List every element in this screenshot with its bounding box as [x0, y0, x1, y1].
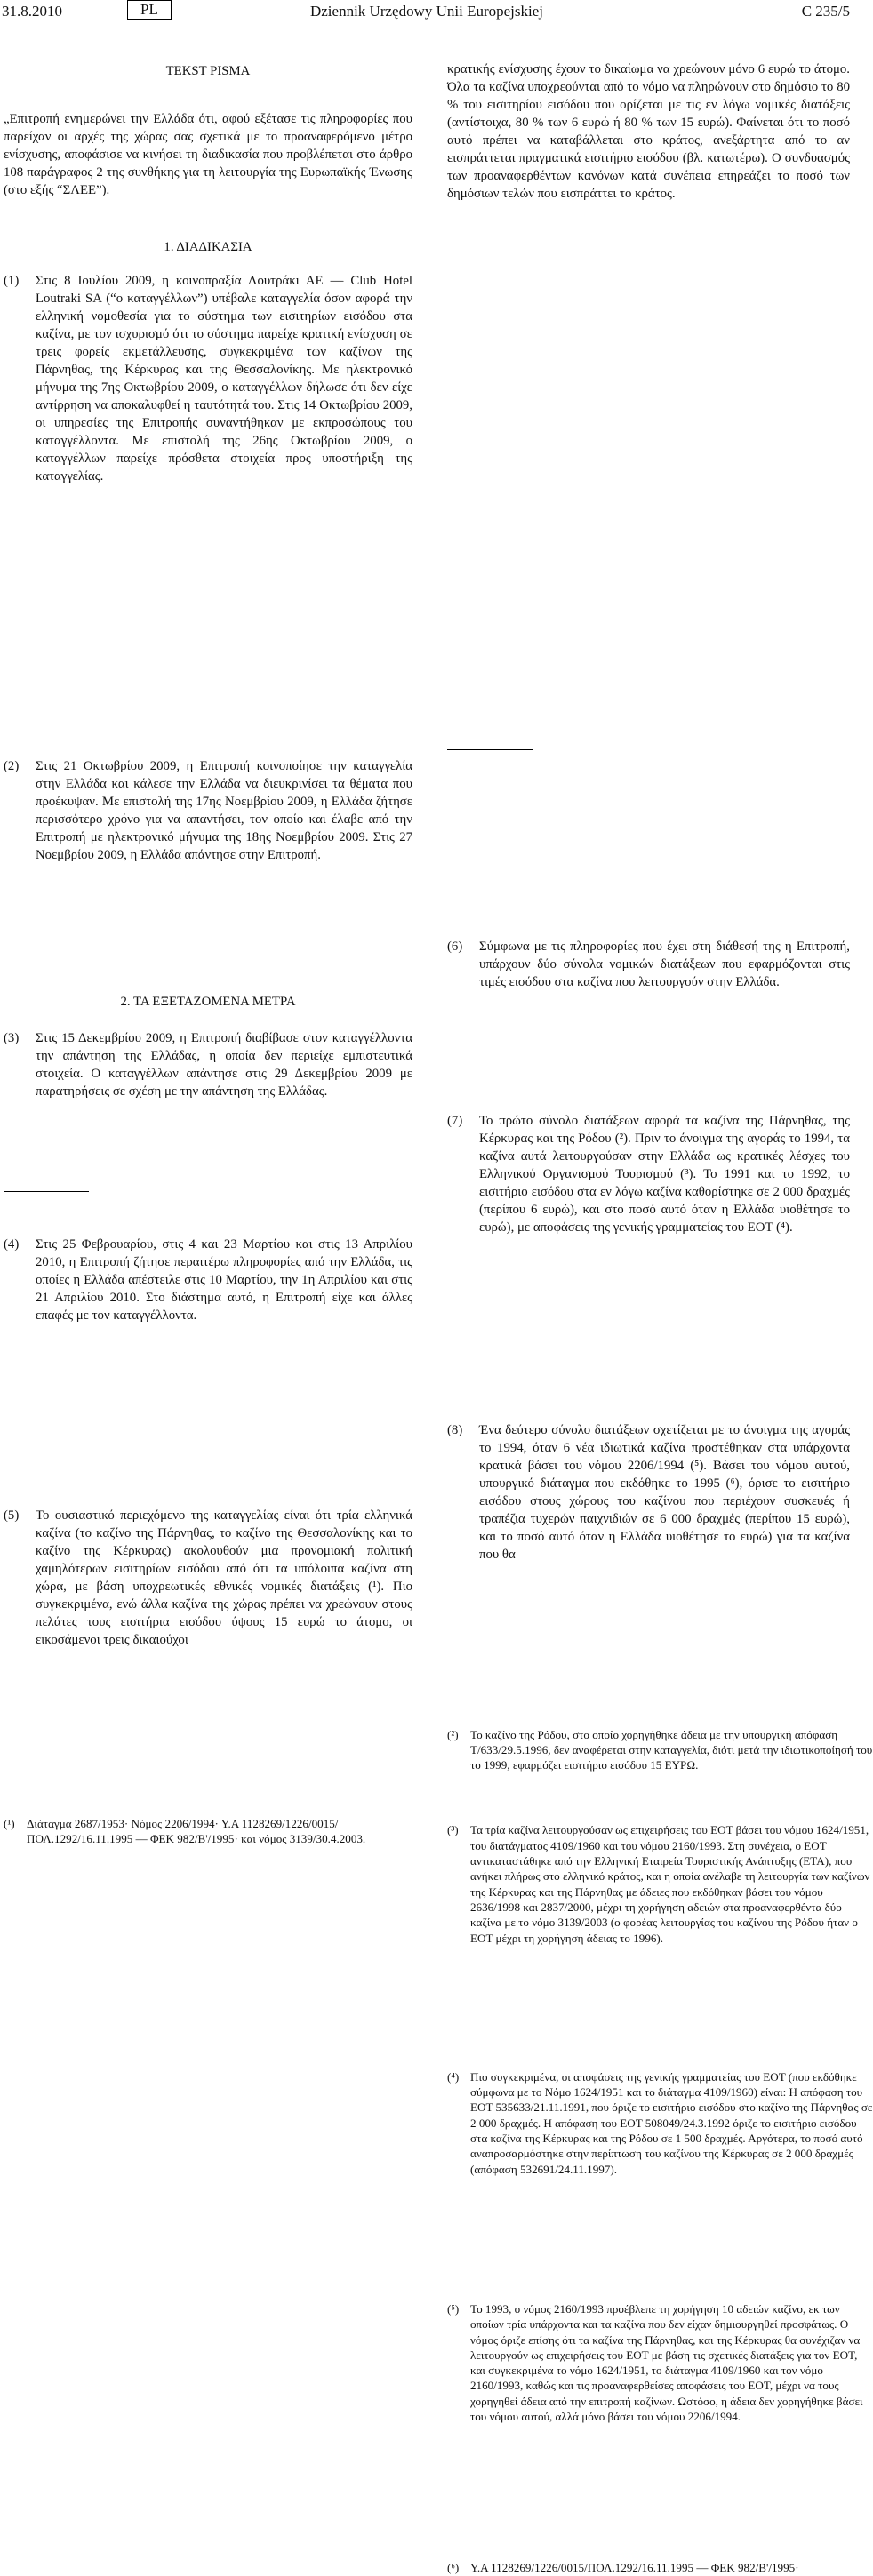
paragraph-6-text: Σύμφωνα με τις πληροφορίες που έχει στη διάθεσή της η Επιτροπή, υπάρχουν δύο σύνολα νομικών διατάξεων που εφαρμόζονται στις τιμές εισόδου στα καζίνα που λειτουργούν στην Ελλάδα. [479, 939, 850, 989]
paragraph-1 [4, 272, 412, 485]
paragraph-1-text: Στις 8 Ιουλίου 2009, η κοινοπραξία Λουτράκι ΑΕ — Club Hotel Loutraki SA (“ο καταγγέλλων”) υπέβαλε καταγγελία όσον αφορά την ελληνική νομοθεσία για το σύστημα των εισιτηρίων εισόδου στα καζίνα, με τον ισχυρισμό ότι το σύστημα παρείχε κρατική ενίσχυση σε τρεις φορείς εκμετάλλευσης, συγκεκριμένα των καζίνων της Πάρνηθας, της Κέρκυρας και της Θεσσαλονίκης. Με ηλεκτρονικό μήνυμα της 7ης Οκτωβρίου 2009, ο καταγγέλλων δήλωσε ότι δεν είχε αντίρρηση να αποκαλυφθεί η ταυτότητά του. Στις 14 Οκτωβρίου 2009, οι υπηρεσίες της Επιτροπής συναντήθηκαν με εκπροσώπους του καταγγέλλοντα. Με επιστολή της 26ης Οκτωβρίου 2009, ο καταγγέλλων παρείχε πρόσθετα στοιχεία προς υποστήριξη της καταγγελίας. [36, 274, 412, 484]
footnote-3-number: (³) [447, 1823, 459, 1837]
left-column [4, 62, 412, 80]
paragraph-3 [4, 1029, 412, 1100]
paragraph-3-text: Στις 15 Δεκεμβρίου 2009, η Επιτροπή διαβίβασε στον καταγγέλλοντα την απάντηση της Ελλάδας, η οποία δεν περιείχε εμπιστευτικά στοιχεία. Ο καταγγέλλων απάντησε στις 29 Δεκεμβρίου 2009 με παρατηρήσεις σε σχέση με την απάντηση της Ελλάδας. [36, 1031, 412, 1099]
language-badge: PL [127, 0, 172, 20]
page-number: C 235/5 [801, 3, 850, 20]
page-header [0, 0, 853, 21]
footnote-6-text: Υ.Α 1128269/1226/0015/ΠΟΛ.1292/16.11.1995 — ΦΕΚ 982/Β'/1995· [470, 2561, 799, 2575]
paragraph-7-text: Το πρώτο σύνολο διατάξεων αφορά τα καζίνα της Πάρνηθας, της Κέρκυρας και της Ρόδου (²). Πριν το άνοιγμα της αγοράς το 1994, τα καζίνα αυτά λειτουργούσαν στην Ελλάδα ως κρατικές λέσχες του Ελληνικού Οργανισμού Τουρισμού (³). Το 1991 και το 1992, το εισιτήριο εισόδου στα εν λόγω καζίνα καθορίστηκε σε 2 000 δραχμές (περίπου 6 ευρώ), και στο ποσό αυτό όταν η Ελλάδα υιοθέτησε το ευρώ), με αποφάσεις της γενικής γραμματείας του ΕΟΤ (⁴). [479, 1113, 850, 1235]
paragraph-5 [4, 1507, 412, 1649]
paragraph-8-number: (8) [447, 1422, 463, 1437]
intro-paragraph: „Επιτροπή ενημερώνει την Ελλάδα ότι, αφού εξέτασε τις πληροφορίες που παρείχαν οι αρχές της χώρας σας σχετικά με το προαναφερόμενο μέτρο ενίσχυσης, αποφάσισε να κινήσει τη διαδικασία που προβλέπεται στο άρθρο 108 παράγραφος 2 της συνθήκης για τη λειτουργία της Ευρωπαϊκής Ένωσης (στο εξής “ΣΛΕΕ”). [4, 112, 412, 197]
footnote-1-number: (¹) [4, 1817, 15, 1830]
paragraph-7-number: (7) [447, 1113, 463, 1128]
paragraph-5-text: Το ουσιαστικό περιεχόμενο της καταγγελίας είναι ότι τρία ελληνικά καζίνα (το καζίνο της Πάρνηθας, το καζίνο της Θεσσαλονίκης και το καζίνο της Κέρκυρας) ακολουθούν μια προνομιακή πολιτική χαμηλότερων εισιτηρίων εισόδου από ότι τα υπόλοιπα καζίνα στη χώρα, με βάση υποχρεωτικές εθνικές νομικές διατάξεις (¹). Πιο συγκεκριμένα, ενώ άλλα καζίνα της χώρας πρέπει να χρεώνουν στους πελάτες τους εισιτήρια εισόδου ύψους 15 ευρώ το άτομο, οι εικοσάμενοι τρεις δικαιούχοι [36, 1508, 412, 1647]
footnote-5-text: Το 1993, ο νόμος 2160/1993 προέβλεπε τη χορήγηση 10 αδειών καζίνο, εκ των οποίων τρία υπάρχοντα και τα καζίνα που δεν είχαν δημιουργηθεί προσφάτως. Ο νόμος όριζε επίσης ότι τα καζίνα της Πάρνηθας, και της Κέρκυρας θα συνέχιζαν να λειτουργούν ως επιχειρήσεις του ΕΟΤ με βάση τις σχετικές διατάξεις για τον ΕΟΤ, και συγκεκριμένα το νόμο 1624/1951, το διάταγμα 4109/1960 και τον νόμο 2160/1993, καθώς και τις προαναφερθείσες αποφάσεις του ΕΟΤ, μέχρι να τους χορηγηθεί άδεια από την επιτροπή καζίνων. Ωστόσο, η άδεια δεν χορηγήθηκε βάσει του νόμου αυτού, αλλά μόνο βάσει του νόμου 2206/1994. [470, 2301, 863, 2424]
paragraph-2-text: Στις 21 Οκτωβρίου 2009, η Επιτροπή κοινοποίησε την καταγγελία στην Ελλάδα και κάλεσε την Ελλάδα να διευκρινίσει τα θέματα που προέκυψαν. Με επιστολή της 17ης Νοεμβρίου 2009, η Ελλάδα ζήτησε περισσότερο χρόνο για να απαντήσει, τον οποίο και έλαβε από την Επιτροπή με ηλεκτρονικό μήνυμα της 18ης Νοεμβρίου 2009. Στις 27 Νοεμβρίου 2009, η Ελλάδα απάντησε στην Επιτροπή. [36, 759, 412, 862]
paragraph-1-number: (1) [4, 274, 20, 288]
paragraph-4-number: (4) [4, 1237, 20, 1252]
paragraph-8 [447, 1421, 850, 1564]
footnote-2-text: Το καζίνο της Ρόδου, στο οποίο χορηγήθηκε άδεια με την υπουργική απόφαση Τ/633/29.5.1996, δεν αναφέρεται στην καταγγελία, διότι μετά την ιδιωτικοποίησή του το 1999, εφαρμόζει εισιτήριο εισόδου 15 ΕΥΡΩ. [470, 1727, 873, 1772]
footnote-rule-left [4, 1191, 89, 1192]
paragraph-2-number: (2) [4, 759, 20, 773]
letter-title: TEKST PISMA [165, 64, 251, 78]
footnote-rule-right [447, 749, 533, 750]
continuation-text: κρατικής ενίσχυσης έχουν το δικαίωμα να χρεώνουν μόνο 6 ευρώ το άτομο. Όλα τα καζίνα υποχρεούνται από το νόμο να πληρώνουν στο δημόσιο το 80 % του εισιτηρίου εισόδου που ορίζεται με τις εν λόγω νομικές διατάξεις (αντίστοιχα, 80 % των 6 ευρώ ή 80 % των 15 ευρώ). Φαίνεται ότι το ποσό αυτό πρέπει να καταβάλλεται στο κράτος, ανεξάρτητα από το αν εισπράττεται πραγματικά εισιτήριο εισόδου (βλ. κατωτέρω). Ο συνδυασμός των προαναφερθέντων κανόνων κατά συνέπεια επηρεάζει το ποσό των δημόσιων τελών που εισπράττει το κράτος. [447, 62, 850, 201]
footnote-2-number: (²) [447, 1727, 459, 1741]
section-1-heading: 1. ΔΙΑΔΙΚΑΣΙΑ [164, 240, 252, 254]
footnote-3-text: Τα τρία καζίνα λειτουργούσαν ως επιχειρήσεις του ΕΟΤ βάσει του νόμου 1624/1951, του διατάγματος 4109/1960 και του νόμου 2160/1993. Στη συνέχεια, ο ΕΟΤ αντικαταστάθηκε από την Ελληνική Εταιρεία Τουριστικής Ανάπτυξης (ΕΤΑ), που ανήκει πλήρως στο ελληνικό κράτος, και η οποία ανέλαβε τη λειτουργία των καζίνων της Κέρκυρας και της Πάρνηθας με άδειες που εκδόθηκαν βάσει του νόμου 2636/1998 και 2837/2000, μέχρι τη χορήγηση αδειών στα προαναφερθέντα δύο καζίνα με το νόμο 3139/2003 (ο φορέας λειτουργίας του καζίνου της Ρόδου ήταν ο ΕΟΤ μέχρι τη χορήγηση άδειας το 1996). [470, 1823, 870, 1945]
section-2-wrap [4, 993, 412, 1011]
paragraph-4-text: Στις 25 Φεβρουαρίου, στις 4 και 23 Μαρτίου και στις 13 Απριλίου 2010, η Επιτροπή ζήτησε περαιτέρω πληροφορίες από την Ελλάδα, τις οποίες η Ελλάδα απέστειλε στις 10 Μαρτίου, την 1η Απριλίου και στις 21 Απριλίου 2010. Στο διάστημα αυτό, η Επιτροπή είχε και άλλες επαφές με τον καταγγέλλοντα. [36, 1237, 412, 1323]
paragraph-6 [447, 938, 850, 991]
right-continuation [447, 60, 850, 203]
footnote-6 [447, 2560, 873, 2575]
footnote-5 [447, 2301, 873, 2424]
footnote-3 [447, 1822, 873, 1945]
paragraph-7 [447, 1112, 850, 1236]
paragraph-8-text: Ένα δεύτερο σύνολο διατάξεων σχετίζεται με το άνοιγμα της αγοράς το 1994, όταν 6 νέα ιδιωτικά καζίνα προστέθηκαν στα υπάρχοντα κρατικά βάσει του νόμου 2206/1994 (⁵). Βάσει του νόμου αυτού, υπουργικό διάταγμα που εκδόθηκε το 1995 (⁶), όρισε το εισιτήριο εισόδου στους χώρους του καζίνου που περιέχουν συσκευές ή τραπέζια τυχερών παιχνιδιών σε 6 000 δραχμές (περίπου 15 ευρώ), και το ποσό αυτό όταν η Ελλάδα υιοθέτησε το ευρώ) για τα καζίνα που θα [479, 1422, 850, 1562]
journal-title: Dziennik Urzędowy Unii Europejskiej [309, 3, 543, 20]
paragraph-2 [4, 757, 412, 864]
intro-paragraph-wrap [4, 110, 412, 199]
paragraph-6-number: (6) [447, 939, 463, 954]
footnote-1-text: Διάταγμα 2687/1953· Νόμος 2206/1994· Υ.Α 1128269/1226/0015/ΠΟΛ.1292/16.11.1995 — ΦΕΚ 982/Β'/1995· και νόμος 3139/30.4.2003. [27, 1817, 366, 1846]
footnote-4 [447, 2069, 873, 2177]
paragraph-3-number: (3) [4, 1031, 20, 1045]
paragraph-5-number: (5) [4, 1508, 20, 1523]
footnote-5-number: (⁵) [447, 2301, 460, 2316]
footnote-6-number: (⁶) [447, 2561, 460, 2575]
section-1-wrap [4, 238, 412, 256]
footnote-1 [4, 1816, 412, 1847]
footnote-2 [447, 1727, 873, 1773]
footnote-4-text: Πιο συγκεκριμένα, οι αποφάσεις της γενικής γραμματείας του ΕΟΤ (που εκδόθηκε σύμφωνα με το Νόμο 1624/1951 και το διάταγμα 4109/1960) είναι: Η απόφαση του ΕΟΤ 535633/21.11.1991, που όριζε το εισιτήριο εισόδου στο καζίνο της Πάρνηθας σε 2 000 δραχμές. Η απόφαση του ΕΟΤ 508049/24.3.1992 όριζε το εισιτήριο εισόδου στα καζίνα της Κέρκυρας και της Ρόδου σε 1 500 δραχμές. Αργότερα, το ποσό αυτό αναπροσαρμόστηκε στην περίπτωση του καζίνου της Κέρκυρας σε 2 000 δραχμές (απόφαση 532691/24.11.1997). [470, 2069, 873, 2176]
footnote-4-number: (⁴) [447, 2069, 460, 2084]
section-2-heading: 2. ΤΑ ΕΞΕΤΑΖΟΜΕΝΑ ΜΕΤΡΑ [120, 995, 296, 1009]
header-date: 31.8.2010 [2, 3, 62, 20]
paragraph-4 [4, 1236, 412, 1324]
